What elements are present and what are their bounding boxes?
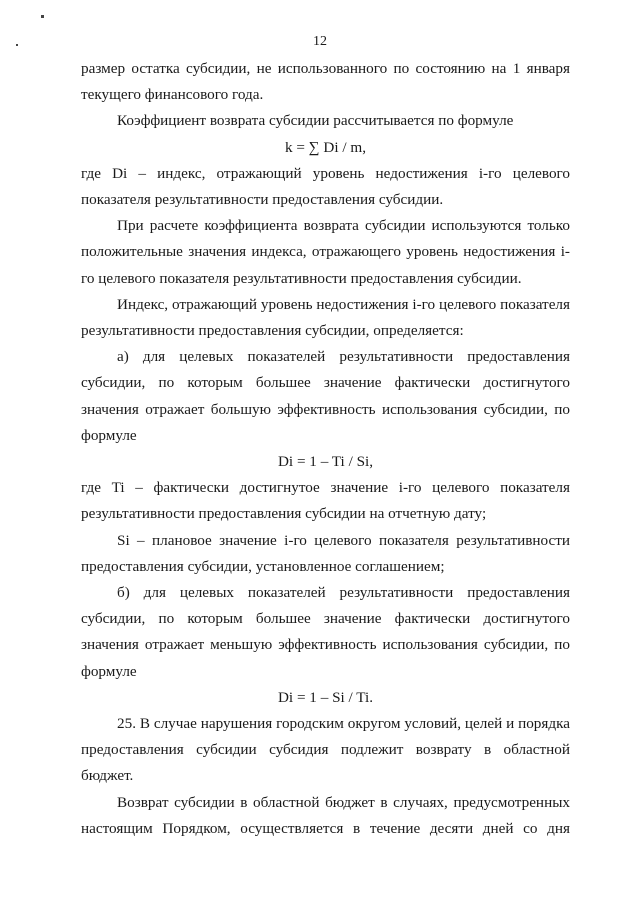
paragraph: Возврат субсидии в областной бюджет в случаях, предусмотренных настоящим Порядком, осуществляется в течение десяти дней со дня <box>81 793 570 837</box>
formula: Di = 1 – Ti / Si, <box>277 453 374 471</box>
scan-mark <box>41 15 44 18</box>
paragraph: Индекс, отражающий уровень недостижения i-го целевого показателя результативности предоставления субсидии, определяется: <box>81 295 570 340</box>
formula: Di = 1 – Si / Ti. <box>277 688 374 706</box>
paragraph: размер остатка субсидии, не использованного по состоянию на 1 января текущего финансового года. <box>81 60 570 104</box>
paragraph: Si – плановое значение i-го целевого показателя результативности предоставления субсидии, установленное соглашением; <box>81 531 570 575</box>
paragraph: б) для целевых показателей результативности предоставления субсидии, по которым большее значение фактически достигнутого значения отражает меньшую эффективность использования субсидии, по формуле <box>81 584 570 680</box>
paragraph: При расчете коэффициента возврата субсидии используются только положительные значения индекса, отражающего уровень недостижения i-го целевого показателя результативности предоставления субсидии. <box>81 217 570 287</box>
document-body <box>81 56 570 842</box>
formula: k = ∑ Di / m, <box>285 138 366 156</box>
paragraph: где Di – индекс, отражающий уровень недостижения i-го целевого показателя результативности предоставления субсидии. <box>81 164 570 209</box>
paragraph: Коэффициент возврата субсидии рассчитывается по формуле <box>117 112 514 130</box>
page-number: 12 <box>313 34 327 49</box>
paragraph: а) для целевых показателей результативности предоставления субсидии, по которым большее значение фактически достигнутого значения отражает большую эффективность использования субсидии, по формуле <box>81 348 570 444</box>
paragraph: где Ti – фактически достигнутое значение i-го целевого показателя результативности предоставления субсидии на отчетную дату; <box>81 479 570 523</box>
paragraph: 25. В случае нарушения городским округом условий, целей и порядка предоставления субсидии субсидия подлежит возврату в областной бюджет. <box>81 715 570 785</box>
